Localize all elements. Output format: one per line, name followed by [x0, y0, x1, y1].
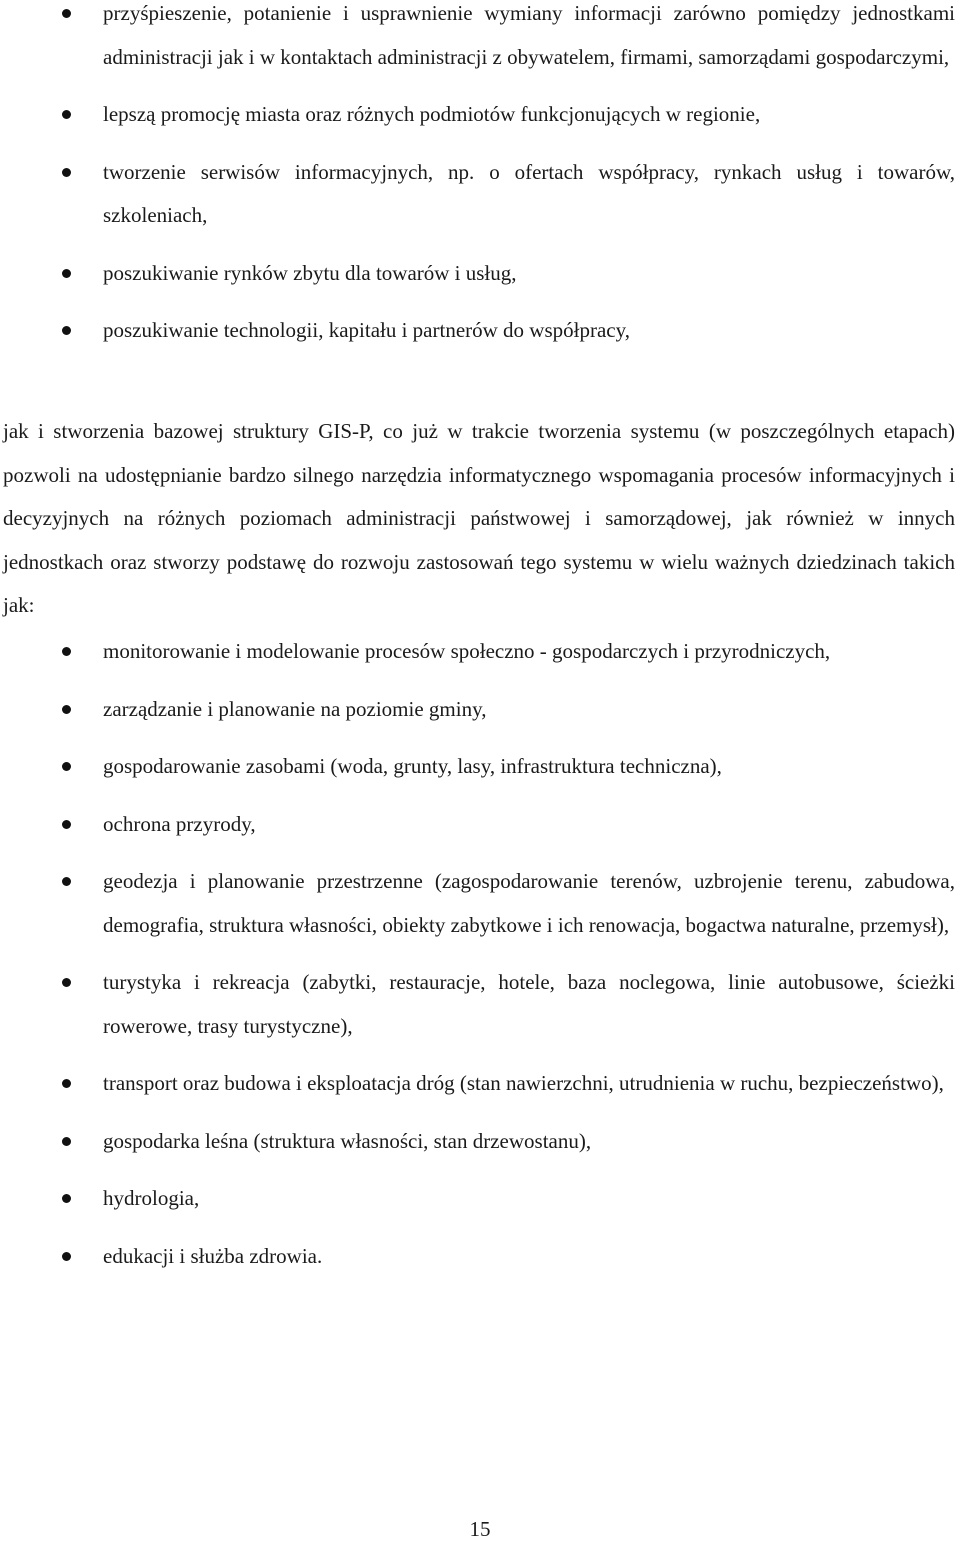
list-item: ochrona przyrody, — [0, 803, 960, 847]
list-item: zarządzanie i planowanie na poziomie gminy, — [0, 688, 960, 732]
bullet-icon — [62, 326, 71, 335]
bullet-list-bottom — [0, 630, 960, 1292]
bullet-list-top — [0, 0, 960, 367]
list-item: hydrologia, — [0, 1177, 960, 1221]
list-item: turystyka i rekreacja (zabytki, restauracje, hotele, baza noclegowa, linie autobusowe, ścieżki rowerowe, trasy turystyczne), — [0, 961, 960, 1048]
list-item: tworzenie serwisów informacyjnych, np. o ofertach współpracy, rynkach usług i towarów, szkoleniach, — [0, 151, 960, 238]
list-item: transport oraz budowa i eksploatacja dróg (stan nawierzchni, utrudnienia w ruchu, bezpieczeństwo), — [0, 1062, 960, 1106]
list-item: monitorowanie i modelowanie procesów społeczno - gospodarczych i przyrodniczych, — [0, 630, 960, 674]
bullet-icon — [62, 110, 71, 119]
bullet-icon — [62, 168, 71, 177]
list-item: gospodarowanie zasobami (woda, grunty, lasy, infrastruktura techniczna), — [0, 745, 960, 789]
page-number: 15 — [469, 1517, 491, 1541]
list-item: gospodarka leśna (struktura własności, stan drzewostanu), — [0, 1120, 960, 1164]
list-item: geodezja i planowanie przestrzenne (zagospodarowanie terenów, uzbrojenie terenu, zabudowa, demografia, struktura własności, obiekty zabytkowe i ich renowacja, bogactwa naturalne, przemysł), — [0, 860, 960, 947]
bullet-icon — [62, 705, 71, 714]
list-item: lepszą promocję miasta oraz różnych podmiotów funkcjonujących w regionie, — [0, 93, 960, 137]
list-item: edukacji i służba zdrowia. — [0, 1235, 960, 1279]
list-item: poszukiwanie technologii, kapitału i partnerów do współpracy, — [0, 309, 960, 353]
list-item: przyśpieszenie, potanienie i usprawnienie wymiany informacji zarówno pomiędzy jednostkami administracji jak i w kontaktach administracji z obywatelem, firmami, samorządami gospodarczymi, — [0, 0, 960, 79]
bullet-icon — [62, 269, 71, 278]
list-item: poszukiwanie rynków zbytu dla towarów i usług, — [0, 252, 960, 296]
body-paragraph: jak i stworzenia bazowej struktury GIS-P, co już w trakcie tworzenia systemu (w poszczególnych etapach) pozwoli na udostępnianie bardzo silnego narzędzia informatycznego wspomagania procesów informacyjnych i decyzyjnych na różnych poziomach administracji państwowej i samorządowej, jak również w innych jednostkach oraz stworzy podstawę do rozwoju zastosowań tego systemu w wielu ważnych dziedzinach takich jak: — [3, 419, 955, 618]
bullet-icon — [62, 978, 71, 987]
bullet-icon — [62, 820, 71, 829]
bullet-icon — [62, 762, 71, 771]
bullet-icon — [62, 1079, 71, 1088]
bullet-icon — [62, 9, 71, 18]
bullet-icon — [62, 647, 71, 656]
bullet-icon — [62, 1252, 71, 1261]
bullet-icon — [62, 1137, 71, 1146]
bullet-icon — [62, 877, 71, 886]
bullet-icon — [62, 1194, 71, 1203]
